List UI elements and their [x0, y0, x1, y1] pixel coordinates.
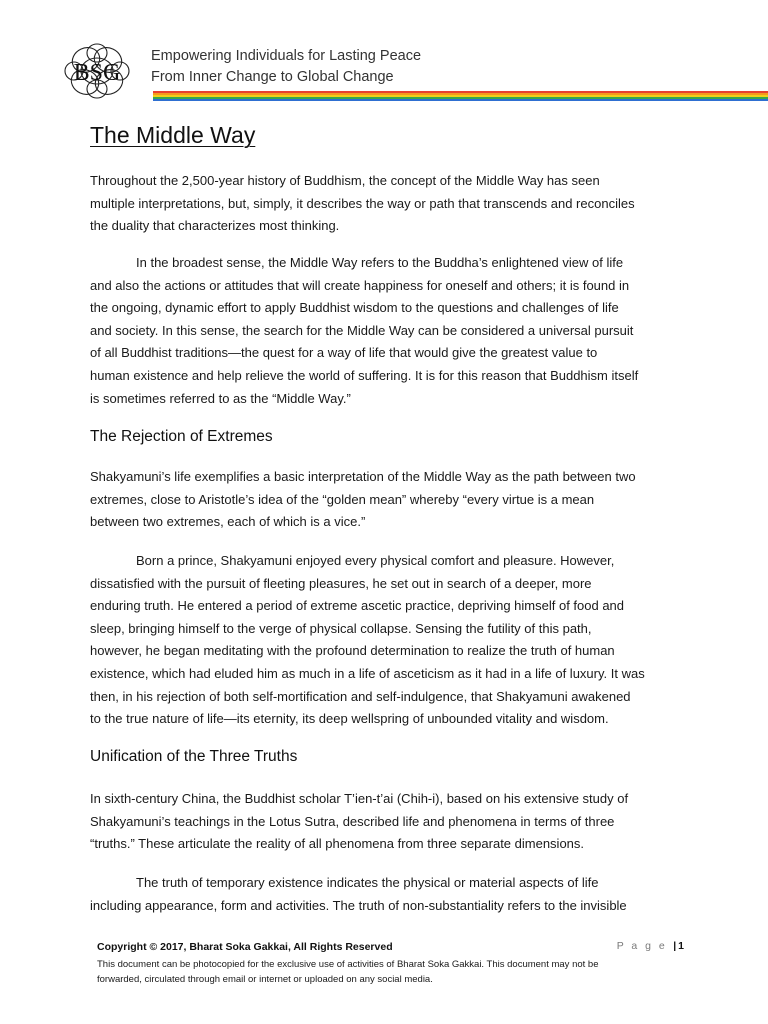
text-line: “truths.” These articulate the reality of all phenomena from three separate dimensions. [90, 836, 585, 852]
notice-line: forwarded, circulated through email or internet or uploaded on any social media. [97, 974, 433, 985]
header-color-stripes [153, 91, 768, 101]
tagline-line-1: Empowering Individuals for Lasting Peace [151, 48, 422, 64]
truths-paragraph-2 [90, 872, 680, 917]
page-label: P a g e [616, 940, 668, 952]
footer-notice [97, 957, 677, 987]
bsg-logo [60, 38, 134, 104]
text-line: enduring truth. He entered a period of extreme ascetic practice, depriving himself of food and [90, 598, 625, 614]
text-line: then, in his rejection of both self-mortification and self-indulgence, that Shakyamuni awakened [90, 688, 631, 704]
text-line: is sometimes referred to as the “Middle Way.” [90, 390, 351, 406]
bsg-logo-emblem [60, 38, 134, 104]
truths-paragraph-1 [90, 788, 680, 856]
text-line: and society. In this sense, the search for the Middle Way can be considered a universal pursuit [90, 322, 634, 338]
text-line: between two extremes, each of which is a vice.” [90, 514, 366, 530]
tagline-line-2: From Inner Change to Global Change [151, 69, 394, 85]
text-line: extremes, close to Aristotle’s idea of the “golden mean” whereby “every virtue is a mean [90, 491, 595, 507]
text-line: sleep, bringing himself to the verge of physical collapse. Sensing the futility of this path, [90, 620, 592, 636]
text-line: Shakyamuni’s life exemplifies a basic interpretation of the Middle Way as the path between two [90, 469, 636, 484]
header-tagline [151, 46, 421, 88]
extremes-paragraph-1 [90, 466, 680, 534]
extremes-paragraph-2 [90, 550, 680, 731]
text-line: to the true nature of life—its eternity, its deep wellspring of unbounded vitality and wisdom. [90, 711, 609, 727]
text-line: Born a prince, Shakyamuni enjoyed every physical comfort and pleasure. However, [136, 553, 615, 568]
text-line: however, he began meditating with the profound determination to realize the truth of human [90, 643, 615, 659]
text-line: including appearance, form and activities. The truth of non-substantiality refers to the invisible [90, 897, 627, 913]
text-line: dissatisfied with the pursuit of fleeting pleasures, he set out in search of a deeper, more [90, 575, 592, 591]
notice-line: This document can be photocopied for the exclusive use of activities of Bharat Soka Gakkai. This document may not be [97, 959, 599, 970]
logo-lettering: BSG [73, 60, 121, 86]
text-line: the duality that characterizes most thinking. [90, 218, 340, 234]
text-line: Shakyamuni’s teachings in the Lotus Sutra, described life and phenomena in terms of three [90, 813, 615, 829]
heading-rejection-of-extremes: The Rejection of Extremes [90, 428, 273, 445]
text-line: Throughout the 2,500-year history of Buddhism, the concept of the Middle Way has seen [90, 173, 600, 188]
text-line: In the broadest sense, the Middle Way refers to the Buddha’s enlightened view of life [136, 255, 624, 270]
page-number: 1 [678, 940, 684, 952]
text-line: In sixth-century China, the Buddhist scholar T’ien-t’ai (Chih-i), based on his extensive study of [90, 791, 629, 806]
heading-unification-of-three-truths: Unification of the Three Truths [90, 748, 298, 765]
text-line: the ongoing, dynamic effort to apply Buddhist wisdom to the questions and challenges of life [90, 300, 619, 316]
text-line: of all Buddhist traditions—the quest for a way of life that would give the greatest value to [90, 345, 598, 361]
text-line: multiple interpretations, but, simply, it describes the way or path that transcends and reconciles [90, 195, 635, 211]
footer-copyright: Copyright © 2017, Bharat Soka Gakkai, All Rights Reserved [97, 941, 393, 953]
footer-page-number [617, 940, 684, 952]
text-line: The truth of temporary existence indicates the physical or material aspects of life [136, 875, 599, 890]
document-title: The Middle Way [90, 122, 256, 148]
color-stripe [153, 99, 768, 101]
text-line: human existence and help relieve the world of suffering. It is for this reason that Buddhism itself [90, 367, 639, 383]
text-line: and also the actions or attitudes that will create happiness for oneself and others; it is found in [90, 277, 630, 293]
intro-paragraph-2 [90, 252, 680, 410]
text-line: existence, which had eluded him as much in a life of asceticism as it had in a life of luxury. It was [90, 665, 645, 681]
intro-paragraph-1 [90, 170, 680, 238]
page-separator: | [673, 940, 677, 952]
